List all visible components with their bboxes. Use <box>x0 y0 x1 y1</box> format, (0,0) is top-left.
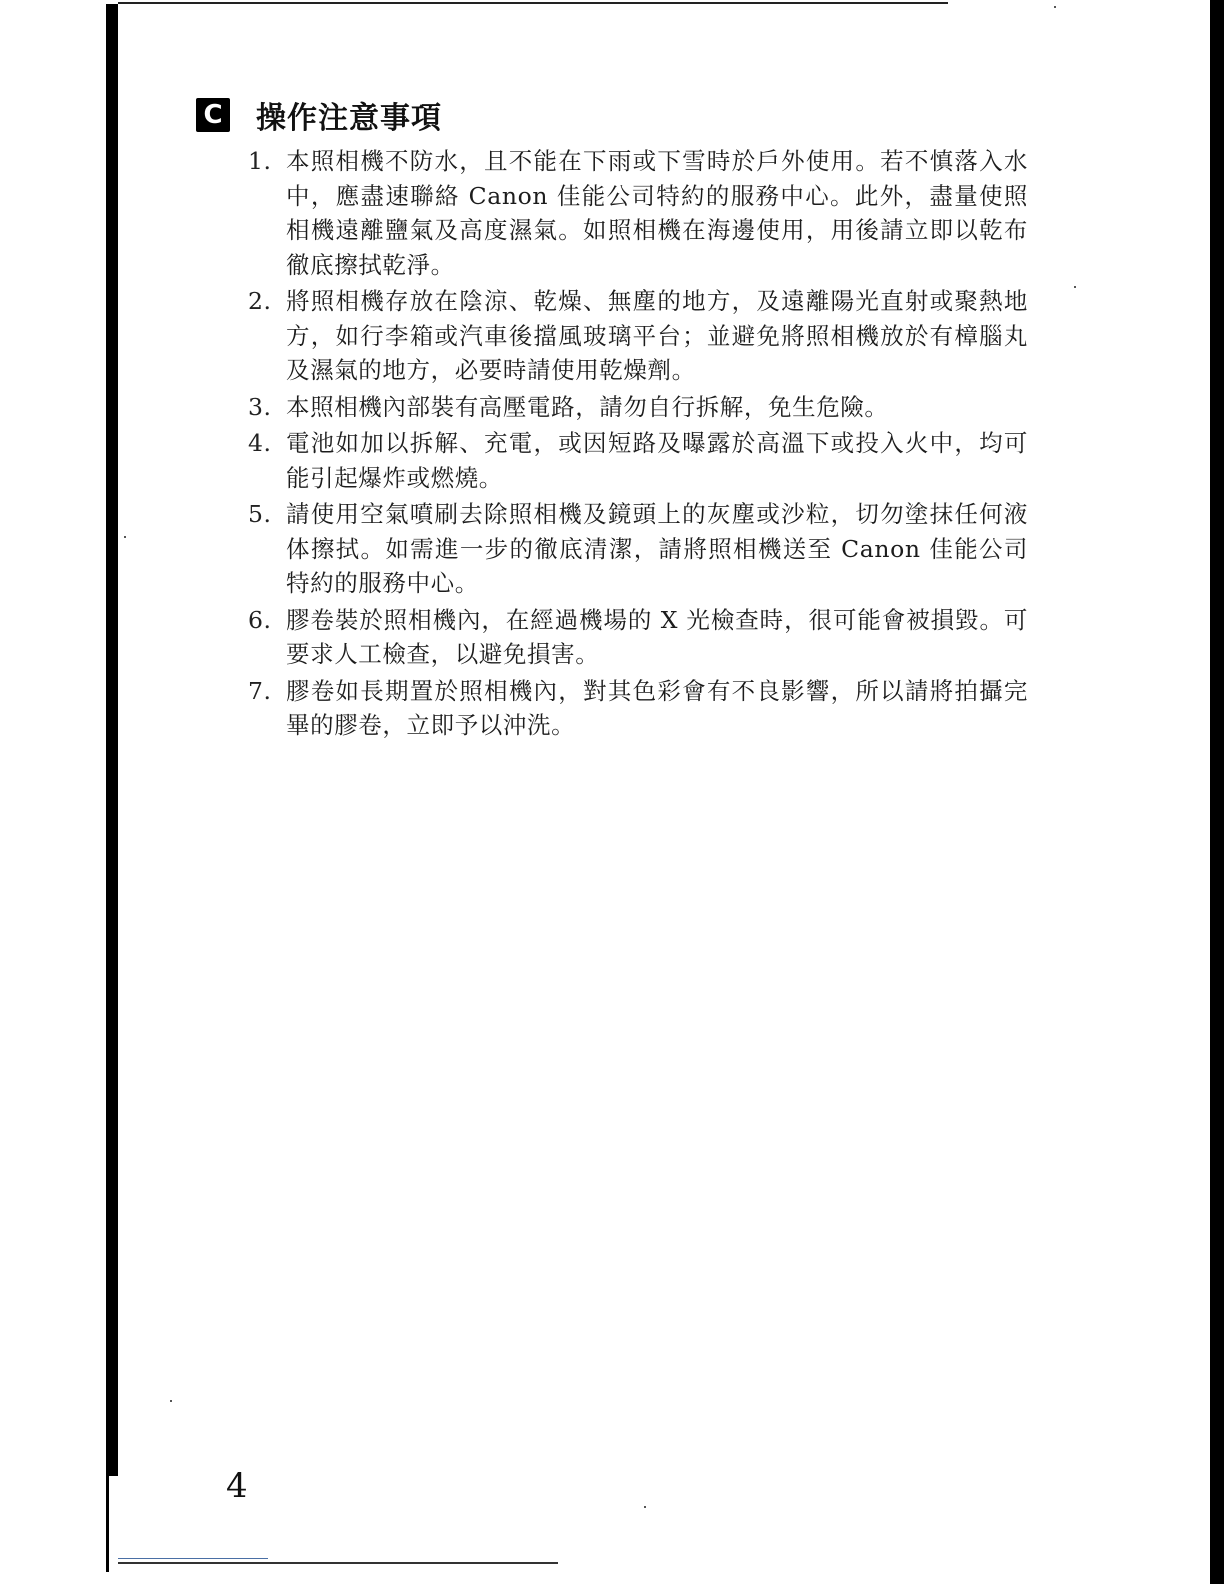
item-text: 請使用空氣噴刷去除照相機及鏡頭上的灰塵或沙粒，切勿塗抹任何液体擦拭。如需進一步的徹底清潔，請將照相機送至 Canon 佳能公司特約的服務中心。 <box>286 500 1028 597</box>
caution-item-2 <box>248 284 1028 388</box>
caution-item-5 <box>248 497 1028 601</box>
item-text: 膠卷如長期置於照相機內，對其色彩會有不良影響，所以請將拍攝完畢的膠卷，立即予以沖洗。 <box>286 676 1028 739</box>
scan-edge-left-lower <box>106 1476 109 1572</box>
item-number: 5. <box>248 500 272 528</box>
item-text: 本照相機不防水，且不能在下雨或下雪時於戶外使用。若不慎落入水中，應盡速聯絡 Canon 佳能公司特約的服務中心。此外，盡量使照相機遠離鹽氣及高度濕氣。如照相機在海邊使用，用後請立即以乾布徹底擦拭乾淨。 <box>286 147 1028 279</box>
caution-item-4 <box>248 426 1028 495</box>
section-title: 操作注意事項 <box>256 101 442 136</box>
scan-speck <box>124 536 126 538</box>
item-text: 本照相機內部裝有高壓電路，請勿自行拆解，免生危險。 <box>286 392 889 421</box>
item-number: 3. <box>248 392 272 421</box>
item-number: 4. <box>248 429 272 457</box>
item-number: 6. <box>248 605 272 634</box>
item-text: 膠卷裝於照相機內，在經過機場的 X 光檢查時，很可能會被損毀。可要求人工檢查，以避免損害。 <box>286 605 1028 668</box>
caution-list <box>248 144 1028 745</box>
caution-item-1 <box>248 144 1028 282</box>
scan-speck <box>170 1400 172 1402</box>
scan-speck <box>1074 286 1076 288</box>
scan-edge-bottom-blue <box>118 1558 268 1559</box>
scan-edge-right <box>1210 0 1224 1584</box>
caution-item-7 <box>248 674 1028 743</box>
item-number: 7. <box>248 676 272 705</box>
scan-edge-bottom <box>118 1562 558 1564</box>
item-text: 電池如加以拆解、充電，或因短路及曝露於高溫下或投入火中，均可能引起爆炸或燃燒。 <box>286 429 1028 492</box>
section-header <box>196 94 442 136</box>
item-number: 2. <box>248 287 272 315</box>
caution-item-6 <box>248 603 1028 672</box>
page-number: 4 <box>226 1466 248 1506</box>
item-number: 1. <box>248 147 272 175</box>
caution-item-3 <box>248 390 1028 425</box>
scan-speck <box>1054 6 1056 8</box>
item-text: 將照相機存放在陰涼、乾燥、無塵的地方，及遠離陽光直射或聚熱地方，如行李箱或汽車後擋風玻璃平台；並避免將照相機放於有樟腦丸及濕氣的地方，必要時請使用乾燥劑。 <box>286 287 1028 384</box>
scan-speck <box>644 1506 646 1508</box>
scan-edge-left <box>106 4 118 1476</box>
section-badge: C <box>196 98 230 132</box>
scan-edge-top <box>118 2 948 4</box>
